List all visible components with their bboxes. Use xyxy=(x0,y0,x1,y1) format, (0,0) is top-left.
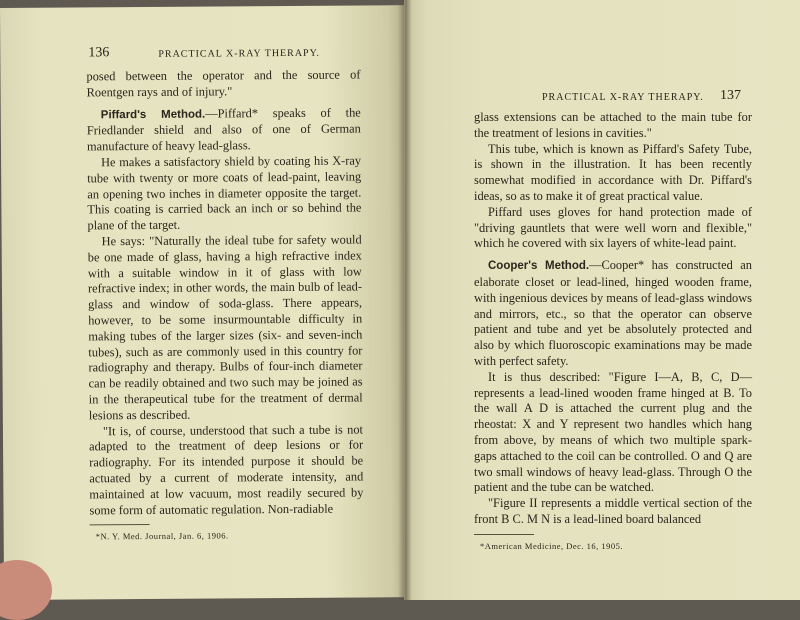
paragraph: posed between the operator and the source of Roentgen rays and of injury." xyxy=(86,67,361,100)
book-gutter xyxy=(398,0,412,600)
right-page-text xyxy=(474,110,752,555)
paragraph-text: —Piffard* speaks of the Friedlander shield and also of one of German manufacture of heavy lead-glass. xyxy=(86,105,361,154)
paragraph: This tube, which is known as Piffard's Safety Tube, is shown in the illustration. It has been recently somewhat modified in accordance with Dr. Piffard's ideas, so as to make it of great practical value. xyxy=(474,141,752,203)
left-page xyxy=(0,5,408,600)
section-heading: Piffard's Method. xyxy=(100,108,206,121)
paragraph xyxy=(87,105,361,155)
paragraph: It is thus described: "Figure I—A, B, C, D—represents a lead-lined wooden frame hinged at B. To the wall A D is attached the current plug and the rheostat: X and Y represent two handles which hang from above, by means of which two multiple spark-gaps attached to the coil can be controlled. O and Q are two small windows of heavy lead-glass. Through O the patient and the tube can be watched. xyxy=(474,369,752,495)
paragraph-text: —Cooper* has constructed an elaborate closet or lead-lined, hinged wooden frame, with ingenious devices by means of lead-glass windows and mirrors, etc., so that the operator can observe patient and tube and yet be absolutely protected and also by which fluoroscopic examinations may be made with perfect safety. xyxy=(474,258,753,368)
footnote-rule xyxy=(474,534,534,535)
section-heading: Cooper's Method. xyxy=(488,260,590,273)
running-head: PRACTICAL X-RAY THERAPY. xyxy=(542,92,704,103)
footnote: *American Medicine, Dec. 16, 1905. xyxy=(480,540,624,551)
paragraph: Piffard uses gloves for hand protection made of "driving gauntlets that were well worn and flexible," which he covered with six layers of white-lead paint. xyxy=(474,204,752,251)
right-page xyxy=(404,0,800,600)
paragraph: glass extensions can be attached to the main tube for the treatment of lesions in cavities." xyxy=(474,110,752,140)
running-head: PRACTICAL X-RAY THERAPY. xyxy=(158,47,321,60)
paragraph: He says: "Naturally the ideal tube for safety would be one made of glass, having a high refractive index with a suitable window in it of glass with low refractive index; in other words, the main bulb of lead-glass and window of soda-glass. There appears, however, to be some insurmountable difficulty in making tubes of the larger sizes (six- and seven-inch tubes), such as are commonly used in this country for radiography and therapy. Bulbs of four-inch diameter can be readily obtained and two such may be joined as in the therapeutical tube for the treatment of dermal lesions as described. xyxy=(87,232,363,423)
footnote: *N. Y. Med. Journal, Jan. 6, 1906. xyxy=(95,530,229,542)
paragraph: "It is, of course, understood that such a tube is not adapted to the treatment of deep lesions or for radiography. For its intended purpose it should be actuated by a current of moderate intensity, and maintained at low vacuum, most readily secured by some form of automatic regulation. Non-radiable xyxy=(89,422,364,517)
footnote-rule xyxy=(90,524,150,525)
paragraph: He makes a satisfactory shield by coating his X-ray tube with twenty or more coats of lead-paint, leaving an opening two inches in diameter opposite the target. This coating is carried back an inch or so behind the plane of the target. xyxy=(87,153,362,233)
page-number: 137 xyxy=(720,88,741,103)
paragraph xyxy=(474,258,752,370)
left-page-text xyxy=(86,67,363,545)
paragraph: "Figure II represents a middle vertical section of the front B C. M N is a lead-lined board balanced xyxy=(474,496,752,526)
page-number: 136 xyxy=(88,45,110,61)
